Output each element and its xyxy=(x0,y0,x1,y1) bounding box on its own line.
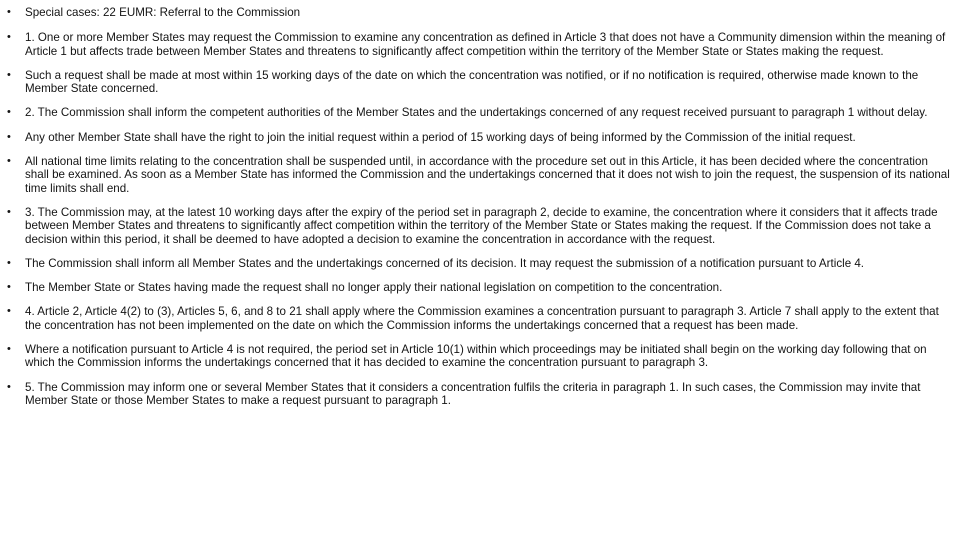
list-item xyxy=(6,155,954,195)
list-item xyxy=(6,281,954,294)
list-item-text: 1. One or more Member States may request the Commission to examine any concentration as defined in Article 3 that does not have a Community dimension within the meaning of Article 1 but affects trade between Member States and threatens to significantly affect competition within the territory of the Member State or States making the request. xyxy=(25,31,946,58)
list-item xyxy=(6,381,954,408)
bullet-icon: • xyxy=(7,380,11,393)
bullet-icon: • xyxy=(7,31,11,44)
list-item-text: Where a notification pursuant to Article 4 is not required, the period set in Article 10(1) within which proceedings may be initiated shall begin on the working day following that on which the Commission informs the undertakings concerned that it has decided to examine the concentration pursuant to paragraph 3. xyxy=(25,343,927,370)
list-item-text: 5. The Commission may inform one or several Member States that it considers a concentration fulfils the criteria in paragraph 1. In such cases, the Commission may invite that Member State or those Member States to make a request pursuant to paragraph 1. xyxy=(25,380,921,407)
bullet-icon: • xyxy=(7,155,11,168)
list-item-text: Such a request shall be made at most within 15 working days of the date on which the concentration was notified, or if no notification is required, otherwise made known to the Member State concerned. xyxy=(25,68,919,96)
bullet-icon: • xyxy=(7,343,11,356)
list-item-text: 4. Article 2, Article 4(2) to (3), Articles 5, 6, and 8 to 21 shall apply where the Commission examines a concentration pursuant to paragraph 3. Article 7 shall apply to the extent that the concentration has not been implemented on the date on which the Commission informs the undertakings concerned that a request has been made. xyxy=(25,305,939,332)
list-item xyxy=(6,257,954,270)
bullet-icon: • xyxy=(7,205,11,218)
list-item xyxy=(6,305,954,332)
bullet-icon: • xyxy=(7,130,11,143)
list-item-text: Any other Member State shall have the right to join the initial request within a period of 15 working days of being informed by the Commission of the initial request. xyxy=(25,130,856,144)
list-item-text: The Commission shall inform all Member States and the undertakings concerned of its decision. It may request the submission of a notification pursuant to Article 4. xyxy=(25,256,865,270)
bullet-list xyxy=(6,6,954,407)
list-item-text: Special cases: 22 EUMR: Referral to the Commission xyxy=(25,6,301,19)
bullet-icon: • xyxy=(7,305,11,318)
bullet-icon: • xyxy=(7,6,11,18)
bullet-icon: • xyxy=(7,281,11,294)
bullet-icon: • xyxy=(7,256,11,269)
list-item-text: 3. The Commission may, at the latest 10 working days after the expiry of the period set in paragraph 2, decide to examine, the concentration where it considers that it affects trade between Member States and threatens to significantly affect competition within the territory of the Member State or States making the request. If the Commission does not take a decision within this period, it shall be deemed to have adopted a decision to examine the concentration in accordance with the request. xyxy=(25,205,938,246)
list-item xyxy=(6,106,954,119)
list-item xyxy=(6,6,954,19)
list-item xyxy=(6,131,954,144)
list-item xyxy=(6,343,954,370)
list-item-text: The Member State or States having made the request shall no longer apply their national legislation on competition to the concentration. xyxy=(25,281,723,295)
bullet-icon: • xyxy=(7,68,11,81)
list-item-text: 2. The Commission shall inform the competent authorities of the Member States and the undertakings concerned of any request received pursuant to paragraph 1 without delay. xyxy=(25,106,928,120)
bullet-icon: • xyxy=(7,106,11,119)
list-item xyxy=(6,69,954,96)
list-item xyxy=(6,31,954,58)
list-item xyxy=(6,206,954,246)
list-item-text: All national time limits relating to the concentration shall be suspended until, in accordance with the procedure set out in this Article, it has been decided where the concentration shall be examined. As soon as a Member State has informed the Commission and the undertakings concerned that it does not wish to join the request, the suspension of its national time limits shall end. xyxy=(25,155,950,195)
